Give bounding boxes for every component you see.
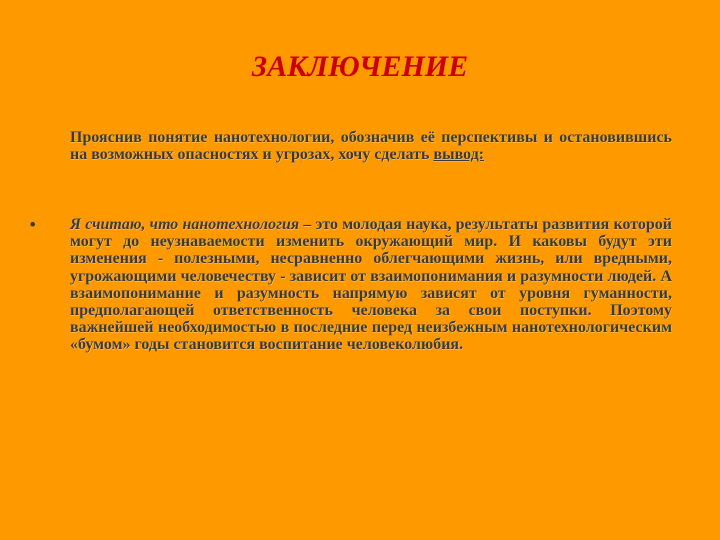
slide-title: ЗАКЛЮЧЕНИЕ — [251, 50, 469, 83]
bullet-lead-text: Я считаю, что нанотехнология — [70, 216, 300, 233]
intro-text: Прояснив понятие нанотехнологии, обозначив её перспективы и остановившись на возможных опасностях и угрозах, хочу сделать — [70, 129, 672, 163]
intro-paragraph — [70, 129, 672, 163]
bullet-paragraph — [70, 216, 672, 354]
bullet-body-text: – это молодая наука, результаты развития которой могут до неузнаваемости изменить окружающий мир. И каковы будут эти изменения - полезными, несравненно облегчающими жизнь, или вредными, угрожающими человечеству - зависит от взаимопонимания и разумности людей. А взаимопонимание и разумность напрямую зависят от уровня гуманности, предполагающей ответственность человека за свои поступки. Поэтому важнейшей необходимостью в последние перед неизбежным нанотехнологическим «бумом» годы становится воспитание человеколюбия. — [70, 216, 673, 354]
bullet-icon: • — [28, 215, 38, 234]
intro-underlined-word: вывод: — [433, 146, 485, 163]
